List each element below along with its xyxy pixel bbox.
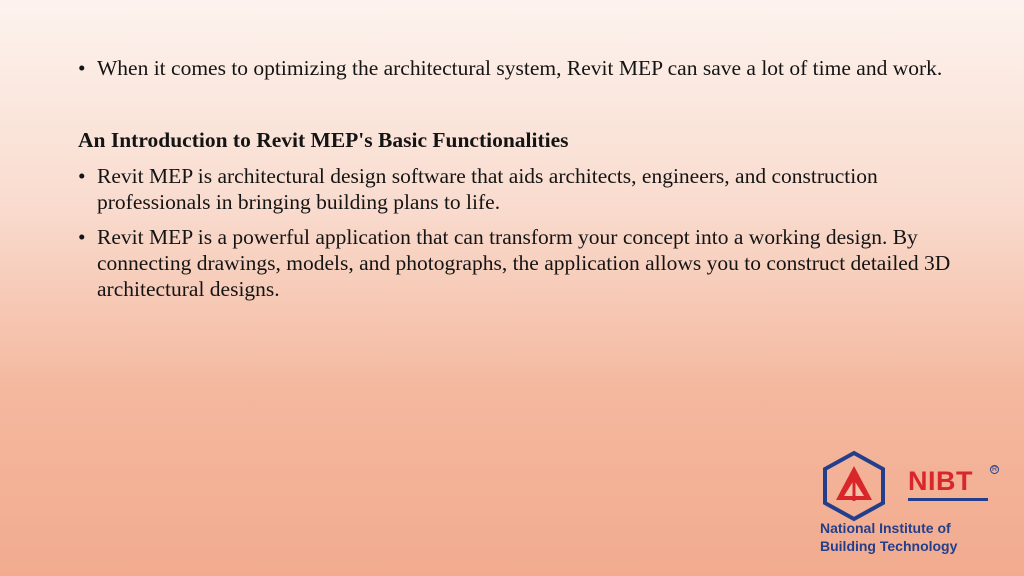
bullet-item: • Revit MEP is architectural design software that aids architects, engineers, and construction professionals in bringing building plans to life. <box>78 163 958 215</box>
registered-mark: R <box>991 466 998 473</box>
logo-tagline-1: National Institute of <box>820 520 951 536</box>
logo-tagline-2: Building Technology <box>820 538 958 554</box>
intro-bullet: • When it comes to optimizing the architectural system, Revit MEP can save a lot of time and work. <box>78 55 958 81</box>
logo-wordmark: NIBT <box>908 466 973 496</box>
logo-underline <box>908 498 988 501</box>
bullet-item: • Revit MEP is a powerful application that can transform your concept into a working design. By connecting drawings, models, and photographs, the application allows you to construct detailed 3D architectural designs. <box>78 224 958 302</box>
nibt-logo <box>818 448 998 563</box>
section-heading: An Introduction to Revit MEP's Basic Functionalities <box>78 128 569 152</box>
hexagon-tripod-icon <box>820 450 888 522</box>
slide-content <box>78 55 958 302</box>
